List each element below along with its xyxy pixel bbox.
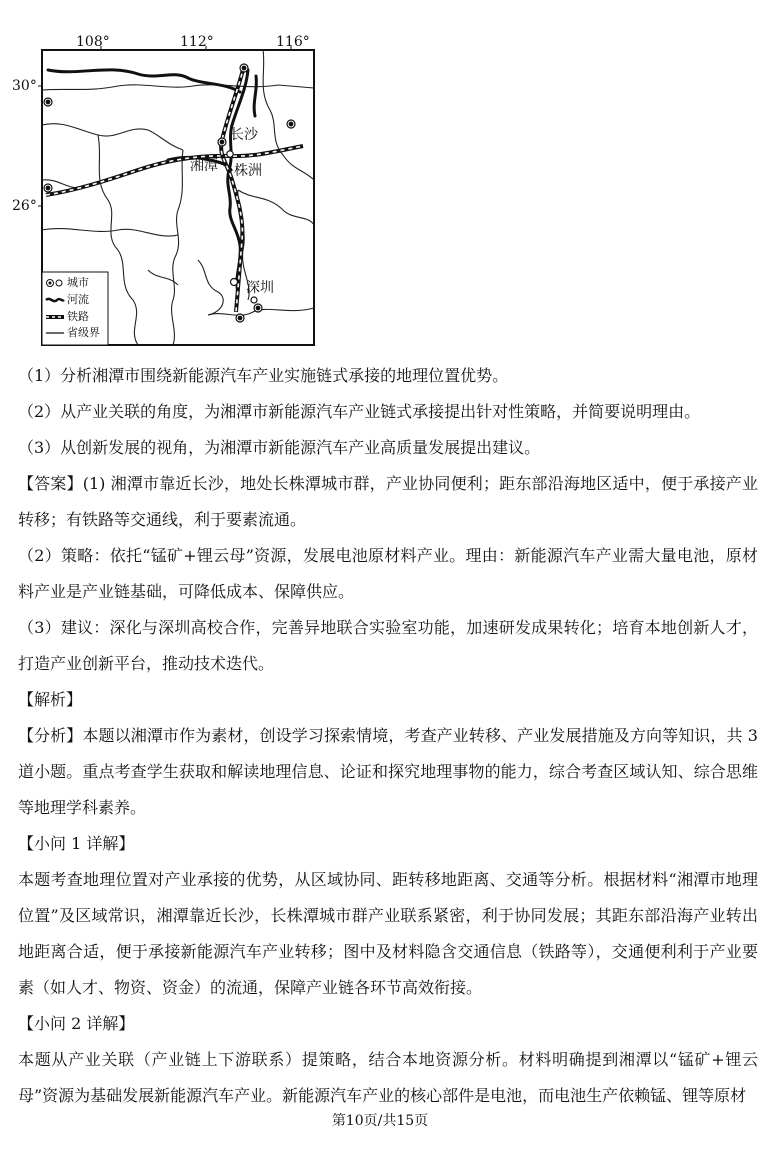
rivers xyxy=(48,70,256,292)
q2-text: 本题从产业关联（产业链上下游联系）提策略，结合本地资源分析。材料明确提到湘潭以“锰矿+锂云母”资源为基础发展新能源汽车产业。新能源汽车产业的核心部件是电池，而电池生产依赖锰、锂等原材 xyxy=(18,1050,758,1105)
answer-heading: 【答案】 xyxy=(18,474,83,493)
legend-border-label: 省级界 xyxy=(67,326,100,339)
answer-1: 【答案】(1) 湘潭市靠近长沙，地处长株潭城市群，产业协同便利；距东部沿海地区适中，便于承接产业转移；有铁路等交通线，利于要素流通。 xyxy=(18,474,758,529)
city-label-xiangtan: 湘潭 xyxy=(190,158,218,174)
lon-label-108: 108° xyxy=(76,34,110,50)
answer-3: （3）建议：深化与深圳高校合作，完善异地联合实验室功能，加速研发成果转化；培育本地创新人才，打造产业创新平台，推动技术迭代。 xyxy=(18,618,758,673)
questions-block xyxy=(18,358,758,1114)
lon-label-112: 112° xyxy=(180,34,214,50)
map-figure xyxy=(8,30,328,350)
q2-heading: 【小问 2 详解】 xyxy=(18,1014,135,1033)
question-2: （2）从产业关联的角度，为湘潭市新能源汽车产业链式承接提出针对性策略，并简要说明理由。 xyxy=(18,402,701,421)
city-label-zhuzhou: 株洲 xyxy=(234,163,262,179)
legend-river-label: 河流 xyxy=(67,293,89,306)
lat-label-26: 26° xyxy=(12,198,37,214)
q1-text: 本题考查地理位置对产业承接的优势，从区域协同、距转移地距离、交通等分析。根据材料“湘潭市地理位置”及区域常识，湘潭靠近长沙，长株潭城市群产业联系紧密，利于协同发展；其距东部沿海产业转出地距离合适，便于承接新能源汽车产业转移；图中及材料隐含交通信息（铁路等），交通便利利于产业要素（如人才、物资、资金）的流通，保障产业链各环节高效衔接。 xyxy=(18,870,758,997)
lon-label-116: 116° xyxy=(276,34,310,50)
page-footer: 第10页/共15页 xyxy=(331,1113,429,1129)
legend-railway-label: 铁路 xyxy=(67,310,89,323)
question-1: （1）分析湘潭市围绕新能源汽车产业实施链式承接的地理位置优势。 xyxy=(18,366,509,385)
legend-city-label: 城市 xyxy=(67,276,89,289)
q1-heading: 【小问 1 详解】 xyxy=(18,834,135,853)
city-label-changsha: 长沙 xyxy=(230,127,258,143)
lat-label-30: 30° xyxy=(12,78,37,94)
question-3: （3）从创新发展的视角，为湘潭市新能源汽车产业高质量发展提出建议。 xyxy=(18,438,541,457)
map-drawing xyxy=(8,30,328,350)
analysis-fenxi: 【分析】本题以湘潭市作为素材，创设学习探索情境，考查产业转移、产业发展措施及方向等知识，共 3 道小题。重点考查学生获取和解读地理信息、论证和探究地理事物的能力，综合考查区域认知、综合思维等地理学科素养。 xyxy=(18,726,758,817)
analysis-heading: 【解析】 xyxy=(18,690,83,709)
answer-2: （2）策略：依托“锰矿+锂云母”资源，发展电池原材料产业。理由：新能源汽车产业需大量电池，原材料产业是产业链基础，可降低成本、保障供应。 xyxy=(18,546,758,601)
city-label-shenzhen: 深圳 xyxy=(246,280,274,296)
